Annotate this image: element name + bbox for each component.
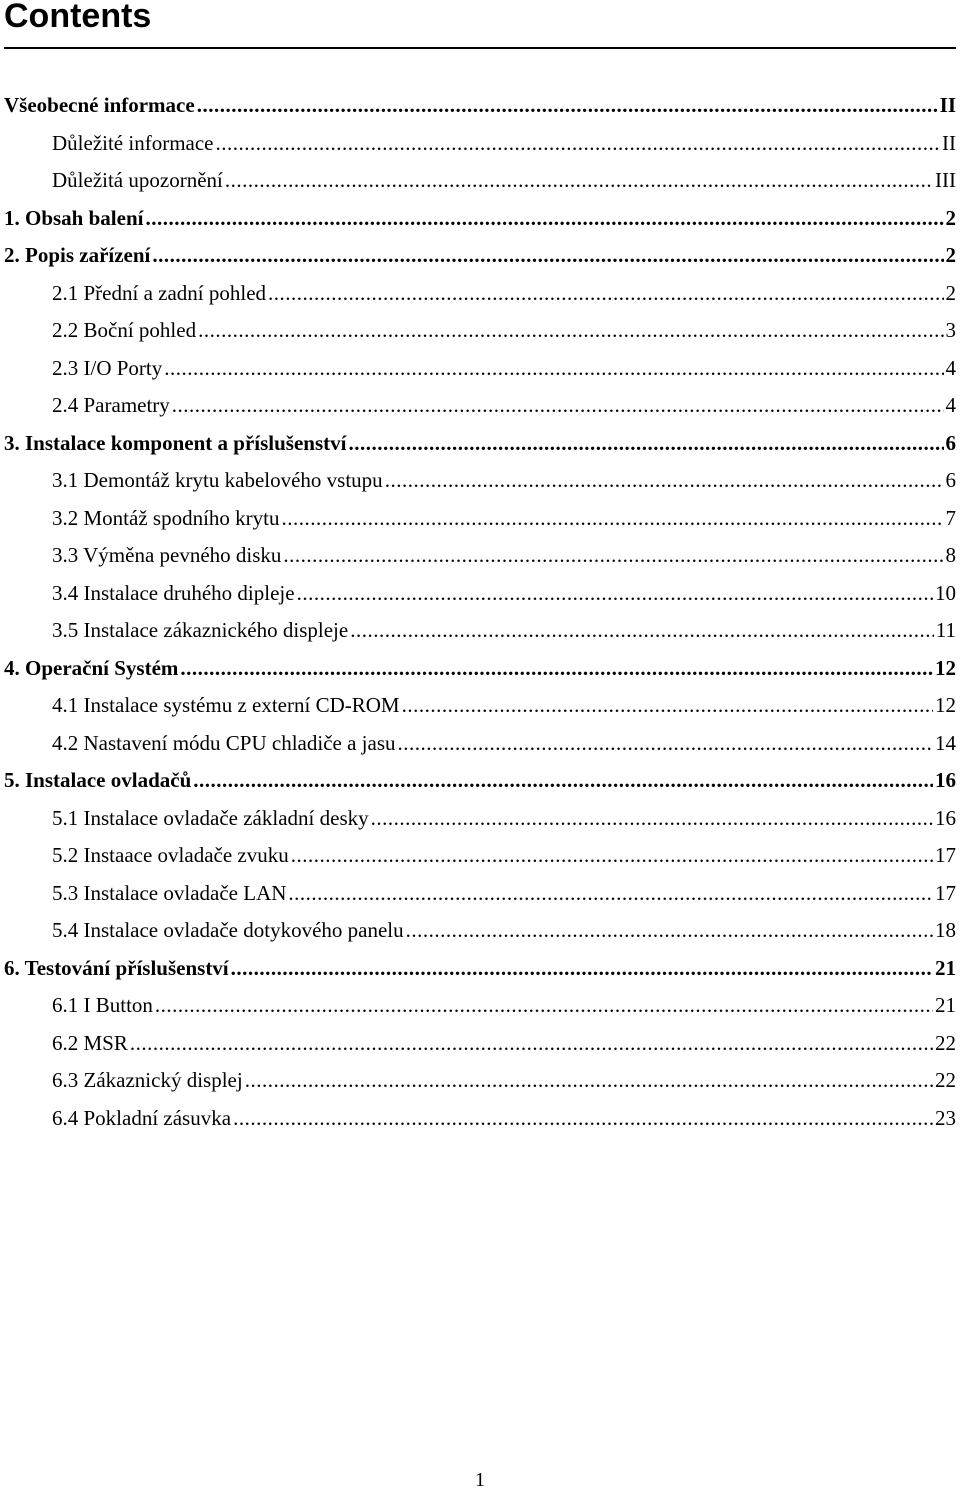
toc-entry-label: 2. Popis zařízení xyxy=(4,243,151,267)
toc-entry-page: III xyxy=(935,168,956,192)
toc-entry-page: 6 xyxy=(945,430,956,455)
toc-entry-page: 2 xyxy=(945,280,956,305)
toc-entry-label: 6. Testování příslušenství xyxy=(4,955,229,980)
toc-entry-label: 6.3 Zákaznický displej xyxy=(52,1068,243,1092)
toc-entry-label: 5. Instalace ovladačů xyxy=(4,768,192,792)
toc-dot-leader xyxy=(283,537,943,575)
toc-entry[interactable] xyxy=(0,350,960,388)
toc-entry-label: Důležité informace xyxy=(52,130,214,155)
toc-entry[interactable] xyxy=(0,162,960,200)
toc-entry[interactable] xyxy=(0,575,960,613)
toc-dot-leader xyxy=(145,200,943,238)
toc-entry-page: 11 xyxy=(935,618,956,642)
toc-entry-label: 2.3 I/O Porty xyxy=(52,355,163,380)
toc-entry[interactable] xyxy=(0,1100,960,1138)
toc-entry-label: 5.4 Instalace ovladače dotykového panelu xyxy=(52,918,404,942)
toc-dot-leader xyxy=(130,1025,933,1063)
toc-entry-page: 22 xyxy=(935,1068,956,1092)
toc-dot-leader xyxy=(398,725,933,763)
toc-entry[interactable] xyxy=(0,800,960,838)
toc-dot-leader xyxy=(268,275,943,313)
toc-dot-leader xyxy=(281,500,943,538)
toc-dot-leader xyxy=(371,800,933,838)
toc-entry[interactable] xyxy=(0,987,960,1025)
toc-dot-leader xyxy=(164,350,943,388)
toc-dot-leader xyxy=(350,612,934,650)
toc-entry-label: 3. Instalace komponent a příslušenství xyxy=(4,430,347,455)
toc-entry[interactable] xyxy=(0,837,960,875)
toc-entry-page: 12 xyxy=(935,655,956,680)
toc-dot-leader xyxy=(193,762,933,800)
toc-entry-label: 3.2 Montáž spodního krytu xyxy=(52,505,280,530)
toc-dot-leader xyxy=(216,125,941,163)
toc-dot-leader xyxy=(233,1100,933,1138)
toc-dot-leader xyxy=(245,1062,933,1100)
toc-entry-label: 6.4 Pokladní zásuvka xyxy=(52,1105,232,1130)
toc-entry-page: 21 xyxy=(935,955,956,980)
toc-entry-label: Důležitá upozornění xyxy=(52,168,223,192)
toc-entry[interactable] xyxy=(0,312,960,350)
toc-entry[interactable] xyxy=(0,650,960,688)
toc-entry-label: 3.1 Demontáž krytu kabelového vstupu xyxy=(52,468,383,492)
toc-entry-label: 6.2 MSR xyxy=(52,1030,128,1055)
toc-entry-label: 2.2 Boční pohled xyxy=(52,318,197,342)
toc-entry-page: II xyxy=(939,93,956,117)
toc-entry[interactable] xyxy=(0,87,960,125)
toc-entry-label: 2.1 Přední a zadní pohled xyxy=(52,280,267,305)
toc-entry[interactable] xyxy=(0,1025,960,1063)
toc-entry[interactable] xyxy=(0,762,960,800)
toc-entry-label: 3.5 Instalace zákaznického displeje xyxy=(52,618,349,642)
toc-entry-label: 5.1 Instalace ovladače základní desky xyxy=(52,805,369,830)
toc-entry[interactable] xyxy=(0,200,960,238)
toc-entry[interactable] xyxy=(0,725,960,763)
toc-entry[interactable] xyxy=(0,687,960,725)
toc-dot-leader xyxy=(288,875,933,913)
toc-dot-leader xyxy=(172,387,944,425)
toc-entry[interactable] xyxy=(0,275,960,313)
toc-entry-page: 2 xyxy=(945,205,956,230)
toc-entry-page: 16 xyxy=(935,805,956,830)
toc-entry[interactable] xyxy=(0,462,960,500)
toc-dot-leader xyxy=(197,87,938,125)
toc-entry-page: 22 xyxy=(935,1030,956,1055)
toc-entry-page: 8 xyxy=(945,543,956,567)
toc-entry[interactable] xyxy=(0,237,960,275)
toc-entry-page: 23 xyxy=(935,1105,956,1130)
toc-entry-page: 17 xyxy=(935,843,956,867)
toc-dot-leader xyxy=(225,162,933,200)
toc-entry-label: 1. Obsah balení xyxy=(4,205,144,230)
toc-entry-page: 10 xyxy=(935,580,956,605)
toc-entry[interactable] xyxy=(0,425,960,463)
toc-entry-page: 17 xyxy=(935,880,956,905)
toc-dot-leader xyxy=(297,575,933,613)
toc-entry-page: 6 xyxy=(945,468,956,492)
toc-entry-page: II xyxy=(942,130,956,155)
toc-entry-page: 4 xyxy=(945,393,956,417)
toc-entry-label: 5.2 Instaace ovladače zvuku xyxy=(52,843,289,867)
toc-dot-leader xyxy=(198,312,943,350)
toc-entry[interactable] xyxy=(0,125,960,163)
toc-entry-label: 4.2 Nastavení módu CPU chladiče a jasu xyxy=(52,730,396,755)
toc-entry-label: 6.1 I Button xyxy=(52,993,153,1017)
toc-dot-leader xyxy=(385,462,944,500)
toc-entry-page: 7 xyxy=(945,505,956,530)
toc-entry-label: 4. Operační Systém xyxy=(4,655,179,680)
toc-dot-leader xyxy=(402,687,933,725)
toc-dot-leader xyxy=(291,837,933,875)
toc-entry-label: 5.3 Instalace ovladače LAN xyxy=(52,880,287,905)
toc-entry-label: 2.4 Parametry xyxy=(52,393,170,417)
page-number: 1 xyxy=(475,1469,485,1491)
page-title: Contents xyxy=(4,0,152,35)
toc-entry-label: 3.3 Výměna pevného disku xyxy=(52,543,282,567)
toc-dot-leader xyxy=(180,650,933,688)
toc-dot-leader xyxy=(406,912,933,950)
toc-entry[interactable] xyxy=(0,500,960,538)
table-of-contents xyxy=(0,87,960,1137)
toc-entry-page: 4 xyxy=(945,355,956,380)
toc-entry-page: 3 xyxy=(945,318,956,342)
toc-entry-page: 21 xyxy=(935,993,956,1017)
title-divider xyxy=(4,47,956,49)
toc-entry[interactable] xyxy=(0,612,960,650)
toc-entry[interactable] xyxy=(0,387,960,425)
toc-entry-label: Všeobecné informace xyxy=(4,93,195,117)
toc-entry-page: 14 xyxy=(935,730,956,755)
toc-dot-leader xyxy=(348,425,943,463)
toc-entry[interactable] xyxy=(0,912,960,950)
toc-entry[interactable] xyxy=(0,875,960,913)
toc-entry-page: 18 xyxy=(935,918,956,942)
toc-entry-label: 4.1 Instalace systému z externí CD-ROM xyxy=(52,693,400,717)
toc-dot-leader xyxy=(231,950,933,988)
toc-entry-page: 12 xyxy=(935,693,956,717)
toc-dot-leader xyxy=(152,237,943,275)
toc-entry-label: 3.4 Instalace druhého dipleje xyxy=(52,580,295,605)
toc-entry[interactable] xyxy=(0,537,960,575)
toc-entry[interactable] xyxy=(0,950,960,988)
toc-entry-page: 2 xyxy=(945,243,956,267)
toc-entry[interactable] xyxy=(0,1062,960,1100)
toc-dot-leader xyxy=(155,987,933,1025)
toc-entry-page: 16 xyxy=(935,768,956,792)
